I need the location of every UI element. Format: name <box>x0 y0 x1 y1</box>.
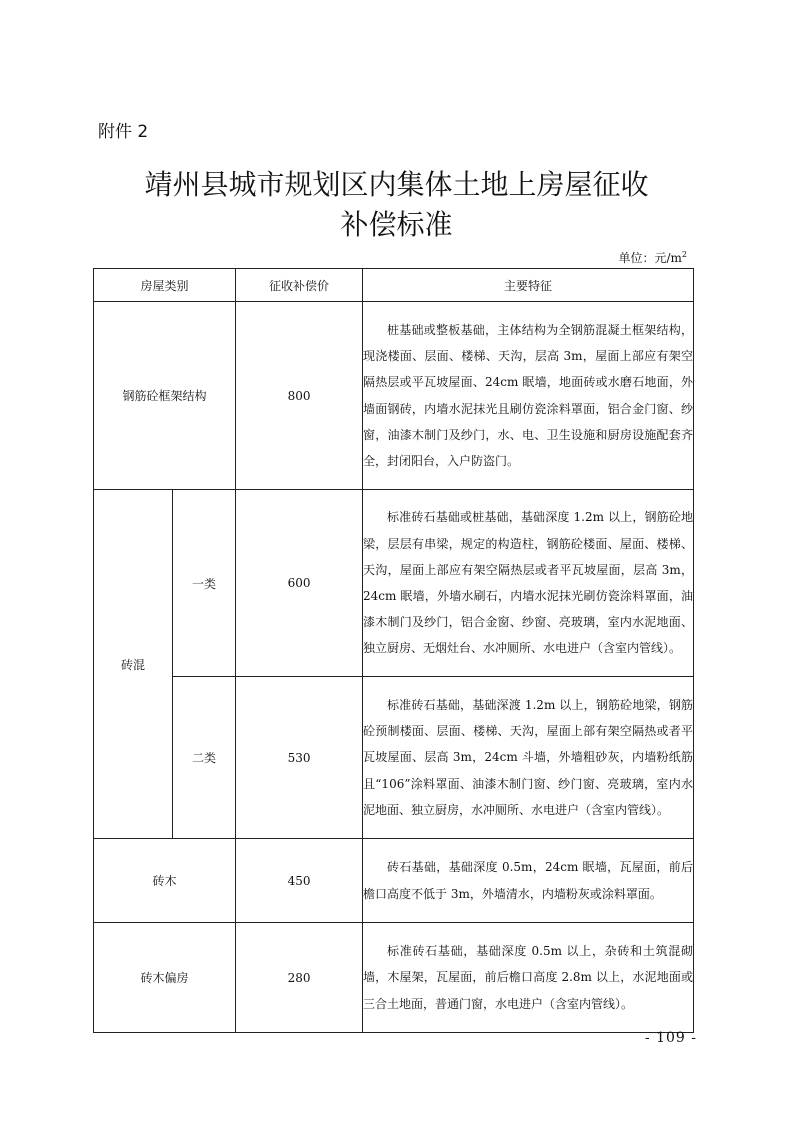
table-row <box>94 302 694 490</box>
header-category: 房屋类别 <box>94 269 236 302</box>
features-text: 标准砖石基础或桩基础，基础深度 1.2m 以上，钢筋砼地梁，层层有串梁，规定的构造柱，钢筋砼楼面、屋面、楼梯、天沟，屋面上部应有架空隔热层或者平瓦坡屋面，层高 3m，24cm 眠墙，外墙水刷石，内墙水泥抹光刷仿瓷涂料罩面，油漆木制门及纱门，铝合金窗、纱窗、亮玻璃，室内水泥地面、独立厨房、无烟灶台、水冲厕所、水电进户（含室内管线）。 <box>363 510 694 656</box>
title-line-2: 补偿标准 <box>340 208 453 241</box>
row-features <box>363 923 694 1033</box>
header-features: 主要特征 <box>363 269 694 302</box>
table-row <box>94 677 694 839</box>
features-text: 标准砖石基础，基础深渡 1.2m 以上，钢筋砼地梁，钢筋砼预制楼面、层面、楼梯、天沟，屋面上部有架空隔热或者平瓦坡屋面、层高 3m，24cm 斗墙，外墙粗砂灰，内墙粉纸筋且“106”涂料罩面、油漆木制门窗、纱门窗、亮玻璃，室内水泥地面、独立厨房，水冲厕所、水电进户（含室内管线）。 <box>363 697 694 817</box>
document-title <box>0 165 793 245</box>
row-category: 砖混 <box>94 490 173 839</box>
row-features <box>363 490 694 677</box>
compensation-table <box>93 268 694 1033</box>
row-category: 钢筋砼框架结构 <box>94 302 236 490</box>
row-features <box>363 302 694 490</box>
title-line-1: 靖州县城市规划区内集体土地上房屋征收 <box>144 168 649 201</box>
unit-label <box>618 249 687 266</box>
table-row <box>94 923 694 1033</box>
features-text: 桩基础或整板基础，主体结构为全钢筋混凝土框架结构，现浇楼面、层面、楼梯、天沟，层高 3m，屋面上部应有架空隔热层或平瓦坡屋面、24cm 眠墙，地面砖或水磨石地面，外墙面钢砖，内墙水泥抹光且刷仿瓷涂料罩面，铝合金门窗、纱窗，油漆木制门及纱门，水、电、卫生设施和厨房设施配套齐全，封闭阳台，入户防盗门。 <box>363 322 694 468</box>
row-price: 800 <box>236 302 363 490</box>
features-text: 标准砖石基础，基础深度 0.5m 以上，杂砖和土筑混砌墙，木屋架，瓦屋面，前后檐口高度 2.8m 以上，水泥地面或三合土地面，普通门窗，水电进户（含室内管线）。 <box>363 944 694 1011</box>
attachment-label: 附件 2 <box>98 122 149 142</box>
row-price: 600 <box>236 490 363 677</box>
row-price: 280 <box>236 923 363 1033</box>
page-number: - 109 - <box>644 1030 697 1046</box>
row-category: 砖木 <box>94 839 236 923</box>
table-row <box>94 490 694 677</box>
table-header-row <box>94 269 694 302</box>
row-features <box>363 677 694 839</box>
row-category: 砖木偏房 <box>94 923 236 1033</box>
row-subcategory: 二类 <box>173 677 236 839</box>
header-price: 征收补偿价 <box>236 269 363 302</box>
unit-prefix: 单位：元/m <box>618 251 682 265</box>
table-row <box>94 839 694 923</box>
row-price: 450 <box>236 839 363 923</box>
row-subcategory: 一类 <box>173 490 236 677</box>
unit-superscript: 2 <box>681 250 687 259</box>
row-price: 530 <box>236 677 363 839</box>
row-features <box>363 839 694 923</box>
features-text: 砖石基础，基础深度 0.5m，24cm 眠墙，瓦屋面，前后檐口高度不低于 3m，外墙清水，内墙粉灰或涂料罩面。 <box>363 860 694 901</box>
